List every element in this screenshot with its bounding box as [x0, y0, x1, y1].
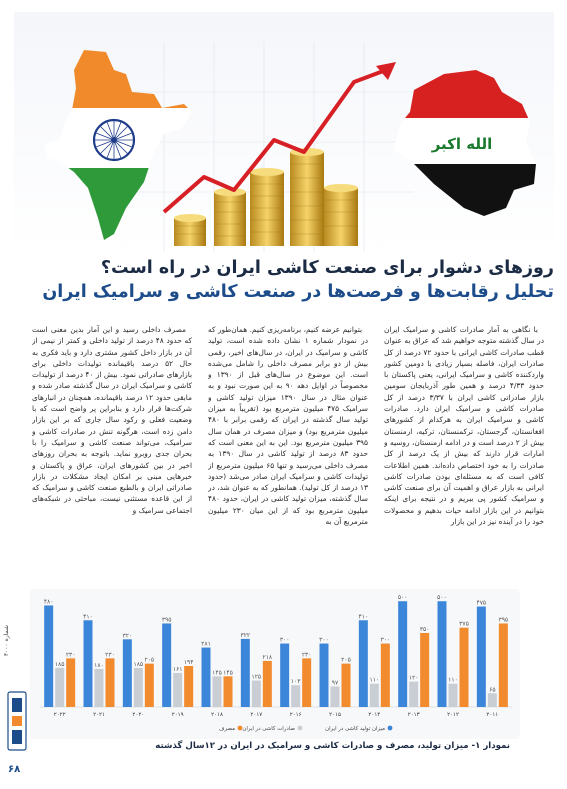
bar-value-label: ۵۰۰: [437, 594, 447, 602]
bar-value-label: ۳۰۰: [380, 636, 391, 644]
year-tick-label: ۲۰۱۹: [171, 712, 184, 718]
chart-caption: نمودار ۱- میزان تولید، مصرف و صادرات کاشی و سرامیک در ایران در ۱۲سال گذشته: [155, 741, 510, 751]
bar-value-label: ۴۱۰: [83, 613, 93, 621]
bar-exports: [331, 686, 340, 707]
bar-production: [477, 607, 486, 707]
bar-value-label: ۵۰۰: [397, 594, 408, 602]
bar-value-label: ۱۸۵: [133, 660, 144, 668]
article-column-2: [208, 324, 368, 578]
bar-production: [438, 601, 447, 707]
bar-production: [320, 644, 329, 707]
hero-image: [14, 12, 554, 254]
bar-value-label: ۴۷۵: [476, 599, 487, 607]
year-tick-label: ۲۰۱۴: [368, 712, 381, 718]
bar-value-label: ۴۱۰: [358, 613, 369, 621]
bar-consumption: [184, 666, 193, 707]
year-tick-label: ۲۰۱۵: [329, 712, 341, 718]
year-tick-label: ۲۰۱۶: [289, 712, 302, 718]
bar-production: [398, 601, 407, 707]
bar-exports: [370, 684, 379, 707]
bar-value-label: ۱۲۰: [408, 674, 419, 682]
bar-value-label: ۱۸۰: [94, 661, 104, 669]
bar-consumption: [106, 658, 115, 707]
bar-consumption: [460, 628, 469, 707]
article-titles: [14, 256, 554, 304]
year-tick-label: ۲۰۲۰: [132, 712, 145, 718]
bar-value-label: ۳۲۲: [240, 631, 251, 639]
year-tick-label: ۲۰۱۲: [447, 712, 459, 718]
bar-value-label: ۲۳۰: [65, 651, 76, 659]
column-text: با نگاهی به آمار صادرات کاشی و سرامیک ایران در سال گذشته متوجه خواهیم شد که عراق به عنوان قطب صادرات کاشی ایرانی با حدود ۷۲ درصد از کل صادرات ایران، فاصله بسیار زیادی با دومین کشور واردکننده کاشی و سرامیک ایرانی، یعنی پاکستان با حدود ۴/۳۳ درصد و همین طور آذربایجان سومین بازار صادراتی کاشی ایران با ۳/۳۷ درصد از کل صادرات کاشی و سرامیک ایران دارد. صادرات کاشی و سرامیک ایران به هرکدام از کشورهای افغانستان، گرجستان، ترکمنستان، ترکیه، ارمنستان بیش از ۲ درصد است و در ادامه ارمنستان، روسیه و امارات قرار دارند که بیش از یک درصد از کل صادرات را به خود اختصاص داده‌اند. همین اطلاعات کافی است که به مسئله‌ای بودن صادرات کاشی ایرانی به بازار عراق و اهمیت آن برای صنعت کاشی و سرامیک کشور پی ببریم و در نتیجه برای اینکه بتوانیم در این بازار ادامه حیات بدهیم و محصولات خود را در آینده نیز در این بازار: [384, 325, 544, 527]
bar-consumption: [499, 623, 508, 707]
hero-illustration: [14, 12, 554, 254]
bar-production: [241, 639, 250, 707]
bar-exports: [134, 668, 143, 707]
bar-value-label: ۲۳۰: [301, 651, 312, 659]
bar-value-label: ۲۱۸: [262, 653, 273, 661]
bar-consumption: [145, 664, 154, 707]
bar-value-label: ۱۴۵: [223, 669, 233, 677]
article-column-1: [384, 324, 544, 578]
bar-value-label: ۳۰۰: [279, 636, 290, 644]
article-body: [32, 324, 544, 578]
bar-value-label: ۳۵۰: [419, 625, 430, 633]
bar-exports: [55, 668, 64, 707]
year-tick-label: ۲۰۱۸: [211, 712, 223, 718]
legend-swatch: [388, 726, 393, 731]
legend-swatch: [298, 726, 303, 731]
legend-label: میزان تولید کاشی در ایران: [325, 726, 385, 732]
bar-exports: [449, 684, 458, 707]
bar-consumption: [342, 664, 351, 707]
year-tick-label: ۲۰۱۱: [486, 712, 499, 718]
bar-exports: [213, 676, 222, 707]
headline: روزهای دشوار برای صنعت کاشی ایران در راه است؟: [100, 258, 554, 278]
bar-production: [162, 623, 171, 707]
bar-exports: [291, 685, 300, 707]
bar-value-label: ۳۹۵: [161, 616, 172, 624]
subheadline: تحلیل رقابت‌ها و فرصت‌ها در صنعت کاشی و سرامیک ایران: [42, 282, 554, 302]
bar-value-label: ۱۱۰: [369, 676, 380, 684]
bar-value-label: ۳۰۰: [319, 636, 329, 644]
year-tick-label: ۲۰۱۳: [407, 712, 420, 718]
bar-consumption: [263, 661, 272, 707]
bar-value-label: ۴۸۰: [43, 598, 54, 606]
bar-consumption: [66, 658, 75, 707]
year-tick-label: ۲۰۱۷: [250, 712, 263, 718]
year-tick-label: ۲۰۲۱: [93, 712, 105, 718]
bar-value-label: ۶۵: [489, 686, 496, 694]
year-tick-label: ۲۰۲۲: [53, 712, 66, 718]
bar-value-label: ۱۲۵: [251, 673, 262, 681]
bar-exports: [173, 673, 182, 707]
column-text: بتوانیم عرضه کنیم، برنامه‌ریزی کنیم. همان‌طور که در نمودار شماره ۱ نشان داده شده است، تولید کاشی و سرامیک در ایران، در سال‌های اخیر، رقمی بیش از دو برابر مصرف داخلی را شامل می‌شده است. این موضوع در سال‌های قبل از ۱۳۹۰ و مخصوصاً در اوایل دهه ۹۰ به این صورت نبود و به عنوان مثال در سال ۱۳۹۰ میزان تولید کاشی و سرامیک ۴۷۵ میلیون مترمربع بود (تقریباً به میزان تولید سال گذشته در ایران که رقمی برابر با ۴۸۰ میلیون مترمربع بود) و میزان مصرف در همان سال ۳۹۵ میلیون مترمربع بود. این به این معنی است که حدود ۸۳ درصد از تولید کاشی در سال ۱۳۹۰ به مصرف داخلی می‌رسید و تنها ۶۵ میلیون مترمربع از تولیدات کاشی و سرامیک ایران صادر می‌شد (حدود ۱۳ درصد از کل تولید). همانطور که به عنوان شد، در سال گذشته، میزان تولید کاشی در ایران، حدود ۴۸۰ میلیون مترمربع بود که از این میان ۲۳۰ میلیون مترمربع آن به: [208, 325, 368, 527]
legend-label: مصرف: [218, 726, 235, 732]
bar-production: [44, 605, 53, 707]
bar-consumption: [420, 633, 429, 707]
bar-value-label: ۳۲۰: [122, 632, 133, 640]
page-number: ۶۸: [8, 764, 21, 775]
bar-value-label: ۲۸۱: [201, 640, 211, 648]
bar-exports: [95, 669, 104, 707]
bar-production: [123, 639, 132, 707]
bar-value-label: ۹۷: [331, 679, 339, 687]
magazine-logo: [6, 690, 28, 752]
legend-label: صادرات کاشی در ایران: [242, 726, 295, 732]
bar-value-label: ۱۸۵: [54, 660, 65, 668]
column-text: مصرف داخلی رسید و این آمار بدین معنی است که حدود ۴۸ درصد از تولید داخلی و کمتر از نیمی از آن در بازار داخل کشور مشتری دارد و باید فکری به حال ۵۲ درصد باقیمانده تولیدات داخلی برای بازارهای صادراتی نمود. بیش از ۴۰ درصد از تولیدات کاشی و سرامیک ایران در سال گذشته صادر شده و مابقی حدود ۱۲ درصد باقیمانده، همچنان در انبارهای شرکت‌ها قرار دارد و بنابراین پر واضح است که با وضعیت فعلی و رکود سال جاری که بر این بازار دامن زده است، هرگونه تنش در صادرات کاشی و سرامیک، می‌تواند صنعت کاشی و سرامیک را با بحران جدی روبرو نماید. باتوجه به بحران روزهای اخیر در بین کشورهای ایران، عراق و پاکستان و خبرهایی مبنی بر امکان ایجاد مشکلات در بازار صادراتی ایران و بالطبع صنعت کاشی و سرامیک که از این قاعده مستثنی نیست، مباحثی در شبکه‌های اجتماعی سرامیک و: [32, 325, 192, 515]
bar-value-label: ۲۰۵: [341, 656, 351, 664]
bar-chart: [30, 589, 520, 739]
bar-value-label: ۱۰۳: [290, 678, 301, 686]
bar-production: [84, 620, 93, 707]
bar-value-label: ۳۹۵: [498, 616, 509, 624]
bar-exports: [252, 681, 261, 707]
legend-swatch: [238, 726, 243, 731]
bar-value-label: ۱۹۴: [183, 658, 194, 666]
bar-value-label: ۲۳۰: [105, 651, 115, 659]
bar-value-label: ۱۶۱: [172, 665, 183, 673]
bar-consumption: [381, 644, 390, 707]
bar-value-label: ۱۴۵: [212, 669, 222, 677]
bar-production: [359, 620, 368, 707]
bar-value-label: ۳۷۵: [459, 620, 469, 628]
bar-consumption: [302, 658, 311, 707]
bar-exports: [488, 693, 497, 707]
bar-value-label: ۲۰۵: [144, 656, 155, 664]
chart-container: [30, 589, 520, 739]
iraq-flag-text: الله اکبر: [431, 135, 493, 153]
bar-value-label: ۱۱۰: [448, 676, 458, 684]
issue-number: شماره ۳۰۰۰: [3, 625, 10, 657]
bar-exports: [409, 682, 418, 707]
bar-production: [202, 648, 211, 707]
bar-consumption: [224, 676, 233, 707]
article-column-3: [32, 324, 192, 578]
bar-production: [280, 644, 289, 707]
